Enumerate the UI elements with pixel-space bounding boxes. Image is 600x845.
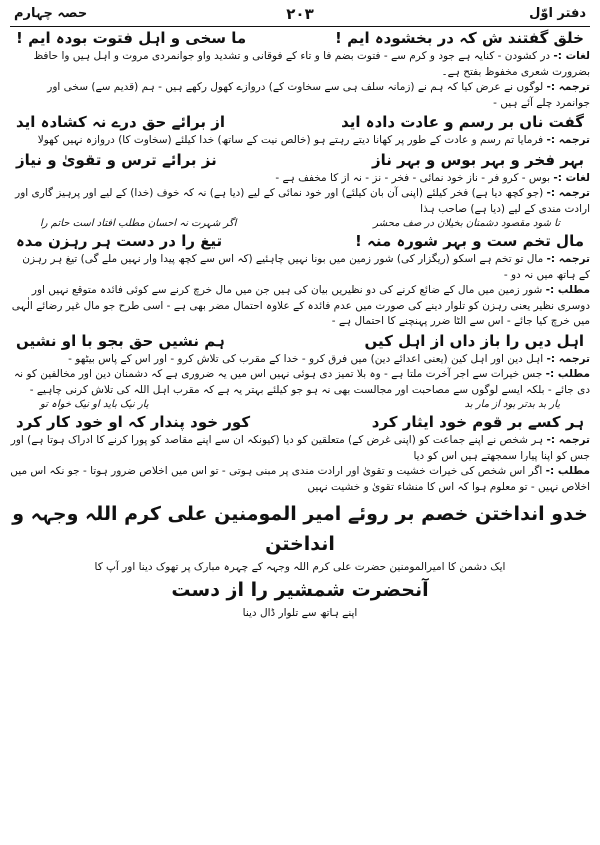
header-volume: دفتر اوّل: [529, 6, 586, 21]
paragraph-text: جس خیرات سے اجر آخرت ملتا ہے - وہ بلا تمیز دی ہوئی نہیں اس میں یہ ضروری ہے کہ دشمنان دین اور مخالفین کو نہ دی جائے - بلکہ ایسے لوگوں سے مصاحبت اور مجالست بھی نہ ہو جو کیلئے بہتر یہ ہے کہ مقرب اہل اللہ کی تلاش کرنی چاہیے -: [14, 368, 590, 396]
verse-first-half: یار بد بدتر بود از مار بد: [464, 399, 560, 410]
paragraph-label: ترجمہ :-: [546, 187, 590, 199]
page-number: ۲۰۳: [286, 5, 314, 23]
verse-second-half: از برائے حق درے نہ کشادہ اید: [16, 113, 226, 131]
paragraph-text: (جو کچھ دیا ہے) فخر کیلئے (اپنی آن بان کیلئے) اور خود نمائی کے لیے (دیا ہے) نہ کہ خوف (خدا) کے لیے اور پرہیز گاری اور ارادت مندی کے لیے (دیا ہے) صاحب ہذا: [15, 187, 590, 215]
marginal-verse: [10, 217, 590, 230]
paragraph-label: ترجمہ :-: [546, 434, 590, 446]
persian-verse: [10, 149, 590, 171]
paragraph-label: ترجمہ :-: [546, 253, 590, 265]
commentary-paragraph: [10, 186, 590, 217]
commentary-paragraph: [10, 171, 590, 187]
persian-verse: [10, 330, 590, 352]
header-part: حصہ چہارم: [14, 6, 88, 21]
verse-second-half: ما سخی و اہل فتوت بودہ ایم !: [16, 29, 247, 47]
paragraph-label: ترجمہ :-: [546, 352, 590, 365]
paragraph-text: فرمایا تم رسم و عادت کے طور پر کھانا دیتے رہتے ہو (خالص نیت کے ساتھ) خدا کیلئے (سخاوت کا) دروازہ نہیں کھولا: [37, 134, 544, 146]
paragraph-text: لوگوں نے عرض کیا کہ ہم نے (زمانہ سلف ہی سے سخاوت کے) دروازے کھول رکھے ہیں - ہم (قدیم سے) سخی اور جوانمرد چلے آئے ہیں -: [47, 81, 590, 109]
verse-first-half: اہل دیں را باز داں از اہل کیں: [364, 331, 584, 350]
persian-verse: [10, 111, 590, 133]
page-header: [10, 4, 590, 27]
paragraph-text: مال تو تخم ہے اسکو (ریگزار کی) شور زمین میں بونا نہیں چاہئیے (کہ اس سے کچھ پیدا وار نہیں ملے گی) تیغ ہر رہزن کے ہاتھ میں نہ دو -: [22, 253, 590, 281]
verse-second-half: نز برائے ترس و تقویٰ و نیاز: [16, 150, 217, 169]
verse-second-half: یار نیک باید او نیک خواہ تو: [40, 399, 149, 410]
commentary-paragraph: [10, 252, 590, 283]
commentary-paragraph: [10, 80, 590, 111]
paragraph-text: در کشودن - کنایہ ہے جود و کرم سے - فتوت بضم فا و تاء کے فوقانی و تشدید واو جوانمردی مروت و اہل ہیں وا حافظ بضرورت شعری مخفوظ بفتح ہے۔: [33, 50, 590, 78]
commentary-paragraph: [10, 352, 590, 368]
verse-second-half: اگر شہرت نہ احسان مطلب افتاد است حاتم را: [40, 218, 237, 229]
paragraph-text: اگر اس شخص کی خیرات خشیت و تقویٰ اور ارادت مندی پر مبنی ہوتی - تو اس میں اخلاص ضرور ہوتا - جو نکہ اس میں اخلاص نہیں - تو معلوم ہوا کہ اس کا منشاء تقویٰ و خشیت نہیں: [10, 465, 590, 493]
commentary-paragraph: [10, 464, 590, 495]
commentary-paragraph: [10, 367, 590, 398]
verse-first-half: بہر فخر و بہر بوس و بہر ناز: [371, 150, 584, 169]
verse-first-half: تا شود مقصود دشمنان بخیلان در صف محشر: [373, 218, 560, 229]
persian-verse: [10, 230, 590, 252]
commentary-paragraph: [10, 433, 590, 464]
paragraph-label: ترجمہ :-: [546, 81, 590, 93]
commentary-paragraph: [10, 283, 590, 330]
section-title-continued-translation: اپنے ہاتھ سے تلوار ڈال دینا: [242, 607, 358, 619]
paragraph-text: شور زمین میں مال کے ضائع کرنے کی دو نظیریں بیان کی ہیں جن میں مال خرچ کرنے سے کوئی فائدہ متوقع نہیں اور دوسری نظیر یعنی رہزن کو تلوار دینے کی صورت میں عدم فائدہ کے علاوہ احتمال مضر بھی ہے - اسی طرح جو مال غیر رضائے الٰہی میں خرچ کیا جائے - اس سے الٹا ضرر پہنچنے کا احتمال ہے -: [11, 284, 590, 327]
commentary-paragraph: [10, 49, 590, 80]
paragraph-label: مطلب :-: [545, 368, 590, 380]
commentary-paragraph: [10, 133, 590, 149]
persian-verse: [10, 27, 590, 49]
persian-verse: [10, 411, 590, 433]
paragraph-text: اہل دین اور اہل کین (یعنی اعدائے دین) میں فرق کرو - خدا کے مقرب کی تلاش کرو - اور اس کے پاس بیٹھو -: [68, 352, 544, 365]
verse-second-half: کور خود پندار کہ او خود کار کرد: [16, 413, 251, 431]
marginal-verse: [10, 398, 590, 411]
paragraph-label: مطلب :-: [545, 465, 590, 477]
paragraph-label: لغات :-: [553, 171, 590, 184]
paragraph-label: مطلب :-: [545, 284, 590, 296]
verse-second-half: تیغ را در دست ہر رہزن مدہ: [16, 232, 223, 250]
section-title-continued: آنحضرت شمشیر را از دست: [171, 579, 429, 601]
paragraph-text: بوس - کرو فر - ناز خود نمائی - فخر - نز - نہ از کا مخفف ہے -: [275, 171, 551, 184]
paragraph-label: ترجمہ :-: [546, 134, 590, 146]
section-title-translation: ایک دشمن کا امیرالمومنین حضرت علی کرم اللہ وجہہ کے چہرہ مبارک پر تھوک دینا اور آپ کا: [94, 561, 506, 573]
verse-first-half: گفت ناں بر رسم و عادت دادہ اید: [341, 113, 584, 131]
paragraph-text: ہر شخص نے اپنے جماعت کو (اپنی غرض کے) متعلقین کو دیا (کیونکہ ان سے اپنے مقاصد کو پورا کرنے کا ادراک ہوتا ہے) اور جس کو اپنا پیارا سمجھتے ہیں اس کو دیا: [10, 434, 590, 462]
verse-second-half: ہم نشیں حق بجو با او نشیں: [16, 331, 225, 350]
page-content: [10, 27, 590, 495]
verse-first-half: خلق گفتند ش کہ در بخشودہ ایم !: [335, 29, 584, 47]
section-title: خدو انداختن خصم بر روئے امیر المومنین علی کرم اللہ وجہہ و انداختن: [12, 503, 588, 555]
verse-first-half: مال تخم ست و بہر شورہ منہ !: [354, 232, 584, 250]
paragraph-label: لغات :-: [553, 50, 590, 62]
verse-first-half: ہر کسے بر قوم خود ایثار کرد: [371, 413, 584, 431]
